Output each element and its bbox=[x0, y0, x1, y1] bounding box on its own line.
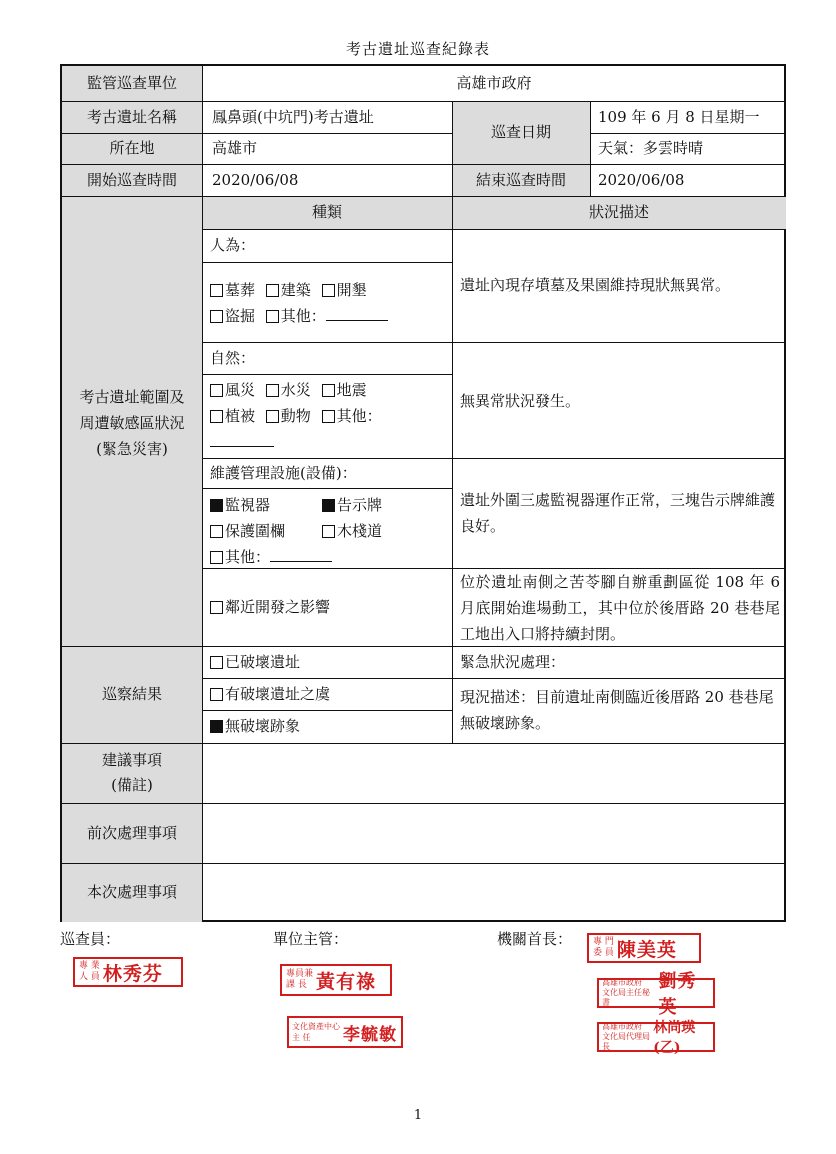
deputy-director-stamp bbox=[597, 1020, 715, 1056]
stamp-name: 林尚瑛(乙) bbox=[653, 1020, 696, 1056]
stamp-name: 陳美英 bbox=[616, 938, 677, 961]
heritage-center-stamp bbox=[287, 1016, 403, 1048]
checkbox-earthquake[interactable] bbox=[322, 384, 335, 397]
suggestion-label bbox=[62, 748, 202, 798]
option-building-label: 建築 bbox=[280, 281, 311, 299]
result-destroyed-label: 已破壞遺址 bbox=[225, 653, 301, 671]
option-human-other-label: 其他： bbox=[280, 307, 326, 325]
option-fence-label: 保護圍欄 bbox=[225, 522, 286, 540]
human-options bbox=[210, 277, 450, 329]
checkbox-animals[interactable] bbox=[266, 410, 279, 423]
checkbox-fence[interactable] bbox=[210, 525, 223, 538]
agency-label: 監管巡查單位 bbox=[86, 74, 177, 92]
previous-actions-field[interactable] bbox=[203, 804, 786, 863]
result-option-at-risk bbox=[210, 678, 330, 710]
suggestion-field[interactable] bbox=[203, 744, 786, 803]
result-no-damage-label: 無破壞跡象 bbox=[225, 717, 301, 735]
start-time-value: 2020/06/08 bbox=[212, 171, 299, 189]
checkbox-at-risk[interactable] bbox=[210, 688, 223, 701]
option-facilities-other-label: 其他： bbox=[225, 548, 271, 566]
development-description: 位於遺址南側之苦苓腳自辦重劃區從 108 年 6 月底開始進場動工，其中位於後厝路 20 巷巷尾工地出入口將持續封閉。 bbox=[460, 573, 780, 643]
stamp-title-line: 文化局代理局長 bbox=[602, 1032, 650, 1051]
option-vegetation-label: 植被 bbox=[225, 407, 256, 425]
checkbox-cultivation[interactable] bbox=[322, 284, 335, 297]
natural-heading: 自然： bbox=[210, 349, 256, 367]
stamp-title-line: 專員兼 bbox=[286, 969, 314, 979]
location-label: 所在地 bbox=[109, 139, 155, 157]
checkbox-facilities-other[interactable] bbox=[210, 551, 223, 564]
natural-options bbox=[210, 377, 450, 455]
option-cultivation-label: 開墾 bbox=[336, 281, 367, 299]
description-column-header: 狀況描述 bbox=[588, 203, 649, 221]
checkbox-building[interactable] bbox=[266, 284, 279, 297]
agency-value: 高雄市政府 bbox=[456, 74, 532, 92]
page-number: 1 bbox=[413, 1108, 423, 1123]
option-looting-label: 盜掘 bbox=[225, 307, 256, 325]
stamp-title-line: 課 長 bbox=[286, 980, 307, 990]
site-name-value: 鳳鼻頭(中坑門)考古遺址 bbox=[212, 108, 374, 126]
option-natural-other-label: 其他： bbox=[336, 407, 382, 425]
facilities-heading: 維護管理設施(設備)： bbox=[210, 464, 357, 482]
agency-head-label: 機關首長： bbox=[497, 930, 573, 948]
checkbox-vegetation[interactable] bbox=[210, 410, 223, 423]
checkbox-boardwalk[interactable] bbox=[322, 525, 335, 538]
weather-value: 天氣：多雲時晴 bbox=[598, 139, 704, 157]
inspector-label: 巡查員： bbox=[60, 930, 121, 948]
development-label: 鄰近開發之影響 bbox=[225, 598, 331, 616]
option-signboard-label: 告示牌 bbox=[337, 496, 383, 514]
date-value: 109 年 6 月 8 日星期一 bbox=[598, 108, 760, 126]
status-section-label: 考古遺址範圍及周遭敏感區狀況(緊急災害) bbox=[79, 388, 185, 458]
location-value: 高雄市 bbox=[212, 139, 258, 157]
stamp-name: 林秀芬 bbox=[102, 962, 163, 985]
development-option bbox=[210, 568, 450, 646]
result-option-no-damage bbox=[210, 710, 300, 743]
facilities-other-blank[interactable] bbox=[270, 549, 332, 562]
current-actions-field[interactable] bbox=[203, 864, 786, 922]
stamp-title-line: 委 員 bbox=[593, 948, 614, 958]
checkbox-looting[interactable] bbox=[210, 310, 223, 323]
checkbox-signboard[interactable] bbox=[322, 499, 335, 512]
supervisor-label: 單位主管： bbox=[273, 930, 349, 948]
human-other-blank[interactable] bbox=[326, 308, 388, 321]
result-section-label: 巡察結果 bbox=[101, 685, 162, 703]
checkbox-burial[interactable] bbox=[210, 284, 223, 297]
form-title: 考古遺址巡查紀錄表 bbox=[345, 40, 490, 58]
checkbox-natural-other[interactable] bbox=[322, 410, 335, 423]
inspector-stamp bbox=[73, 957, 183, 987]
type-column-header: 種類 bbox=[311, 203, 342, 221]
suggestion-note: (備註) bbox=[111, 776, 153, 794]
natural-other-blank[interactable] bbox=[210, 434, 274, 447]
option-burial-label: 墓葬 bbox=[225, 281, 256, 299]
supervisor-stamp bbox=[280, 964, 392, 996]
checkbox-flood[interactable] bbox=[266, 384, 279, 397]
option-cctv-label: 監視器 bbox=[225, 496, 271, 514]
stamp-title-line: 文化局主任秘書 bbox=[602, 988, 650, 1007]
agency-head-stamp bbox=[587, 933, 701, 963]
option-animals-label: 動物 bbox=[280, 407, 311, 425]
human-heading: 人為： bbox=[210, 236, 256, 254]
checkbox-development[interactable] bbox=[210, 601, 223, 614]
human-description: 遺址內現存墳墓及果園維持現狀無異常。 bbox=[460, 276, 731, 294]
stamp-title-line: 高雄市政府 bbox=[602, 978, 642, 987]
stamp-title-line: 主 任 bbox=[292, 1033, 311, 1042]
stamp-name: 劉秀英 bbox=[658, 971, 697, 1018]
checkbox-wind[interactable] bbox=[210, 384, 223, 397]
facilities-options bbox=[210, 492, 450, 570]
option-wind-label: 風災 bbox=[225, 381, 256, 399]
stamp-title-line: 人 員 bbox=[79, 972, 100, 982]
emergency-handling-label: 緊急狀況處理： bbox=[460, 653, 566, 671]
natural-description: 無異常狀況發生。 bbox=[460, 392, 581, 410]
start-time-label: 開始巡查時間 bbox=[86, 171, 177, 189]
current-actions-label: 本次處理事項 bbox=[86, 883, 177, 901]
facilities-description: 遺址外圍三處監視器運作正常，三塊告示牌維護良好。 bbox=[460, 491, 776, 535]
secretary-stamp bbox=[597, 971, 715, 1018]
current-status-description: 現況描述：目前遺址南側臨近後厝路 20 巷巷尾無破壞跡象。 bbox=[460, 688, 774, 732]
option-flood-label: 水災 bbox=[280, 381, 311, 399]
checkbox-destroyed[interactable] bbox=[210, 656, 223, 669]
option-boardwalk-label: 木棧道 bbox=[337, 522, 383, 540]
stamp-name: 李毓敏 bbox=[343, 1024, 397, 1045]
checkbox-cctv[interactable] bbox=[210, 499, 223, 512]
stamp-title-line: 文化資產中心 bbox=[292, 1022, 340, 1031]
end-time-value: 2020/06/08 bbox=[598, 171, 685, 189]
previous-actions-label: 前次處理事項 bbox=[86, 824, 177, 842]
option-earthquake-label: 地震 bbox=[336, 381, 367, 399]
result-at-risk-label: 有破壞遺址之虞 bbox=[225, 685, 331, 703]
stamp-title-line: 高雄市政府 bbox=[602, 1022, 642, 1031]
checkbox-no-damage[interactable] bbox=[210, 720, 223, 733]
date-label: 巡查日期 bbox=[490, 123, 551, 141]
stamp-title-line: 專 業 bbox=[79, 961, 100, 971]
result-option-destroyed bbox=[210, 646, 300, 678]
suggestion-title: 建議事項 bbox=[101, 751, 162, 769]
site-name-label: 考古遺址名稱 bbox=[86, 108, 177, 126]
stamp-name: 黃有祿 bbox=[316, 970, 377, 993]
stamp-title-line: 專 門 bbox=[593, 937, 614, 947]
checkbox-human-other[interactable] bbox=[266, 310, 279, 323]
end-time-label: 結束巡查時間 bbox=[475, 171, 566, 189]
inspection-form bbox=[60, 64, 786, 922]
